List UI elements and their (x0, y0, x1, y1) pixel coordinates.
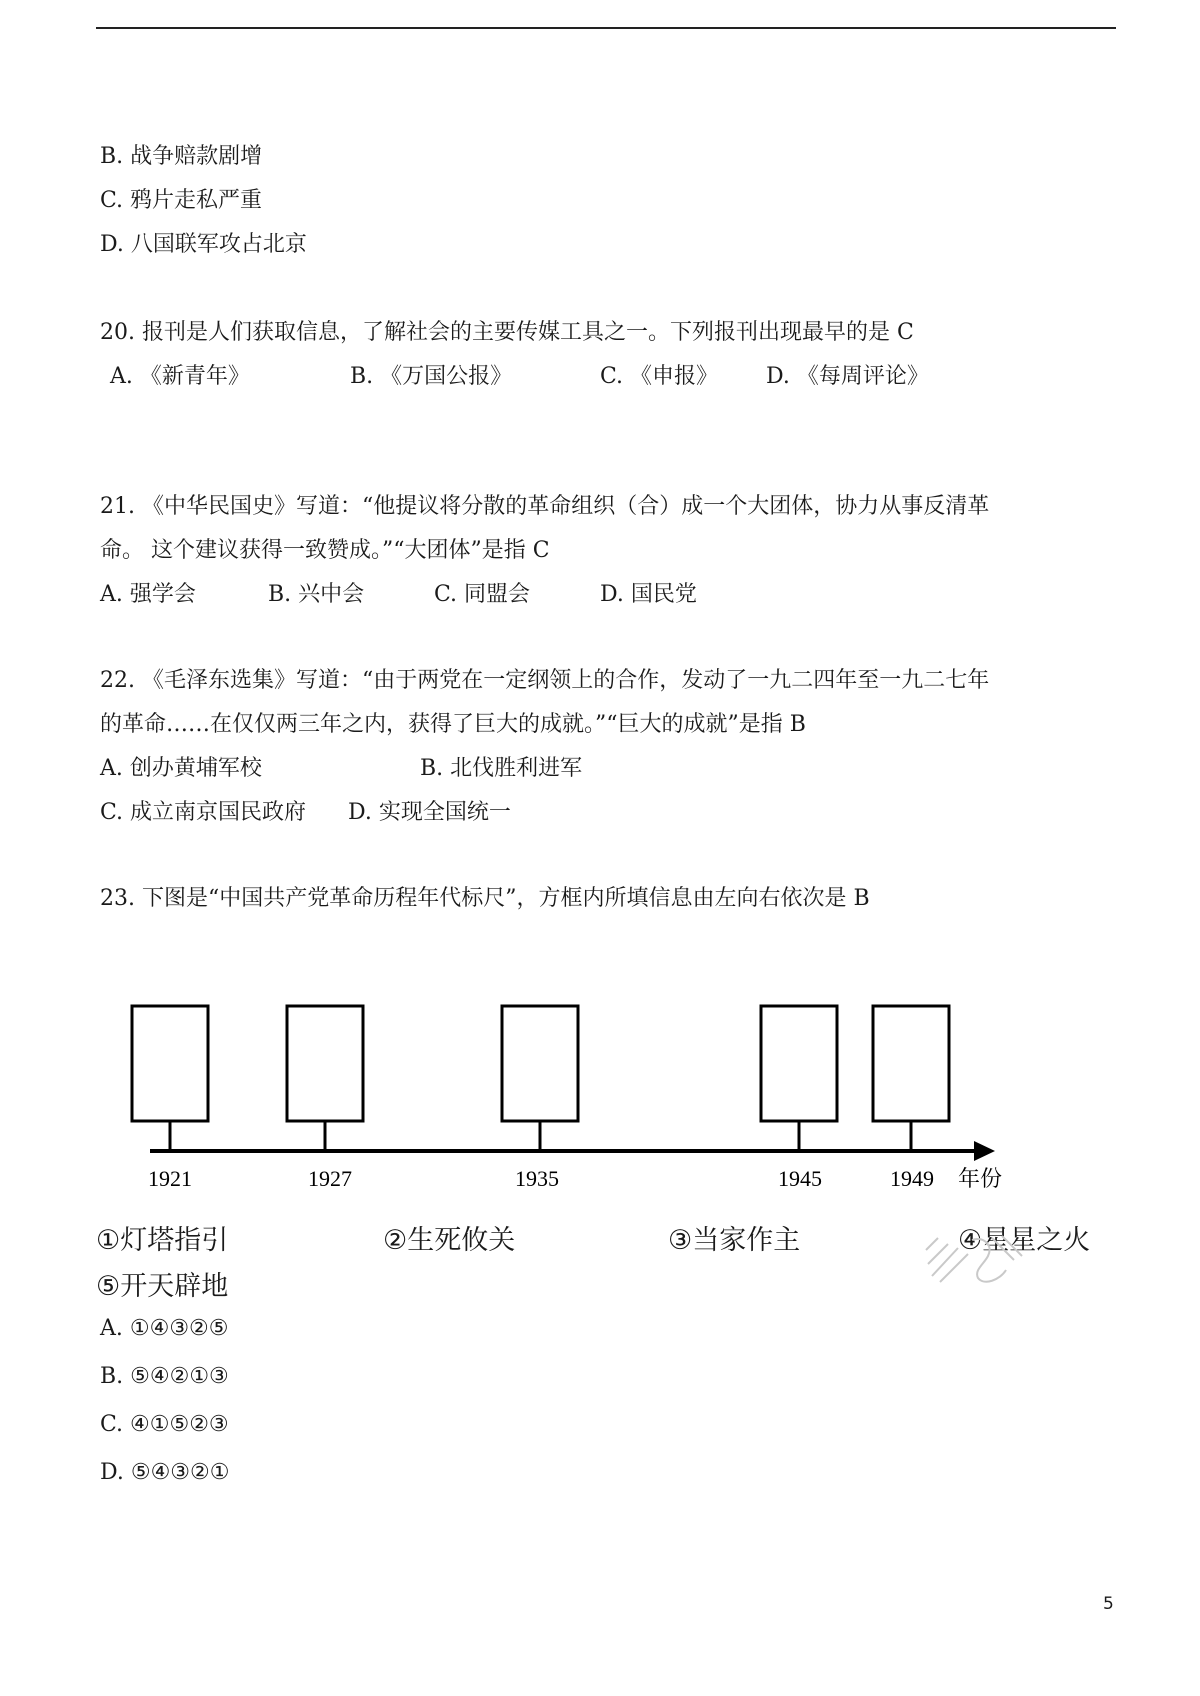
year-label-1935: 1935 (515, 1166, 559, 1191)
q20-option-a: A. 《新青年》 (110, 364, 250, 389)
q22-stem-line2: 的革命……在仅仅两三年之内，获得了巨大的成就。”“巨大的成就”是指 B (100, 712, 806, 737)
q20-option-c: C. 《申报》 (600, 364, 719, 389)
q23-option-a: A. ①④③②⑤ (100, 1316, 229, 1341)
q22-option-c: C. 成立南京国民政府 (100, 800, 307, 825)
timeline-box-3 (502, 1006, 578, 1121)
q21-option-c: C. 同盟会 (434, 582, 531, 607)
year-label-1949: 1949 (890, 1166, 934, 1191)
year-label-1921: 1921 (148, 1166, 192, 1191)
q20-stem: 20. 报刊是人们获取信息，了解社会的主要传媒工具之一。下列报刊出现最早的是 C (100, 320, 914, 345)
timeline-box-5 (873, 1006, 949, 1121)
q21-stem-line2: 命。 这个建议获得一致赞成。”“大团体”是指 C (100, 538, 550, 563)
q23-item-5: ⑤开天辟地 (96, 1271, 229, 1302)
q19-option-c: C. 鸦片走私严重 (100, 188, 263, 213)
q23-item-4: ④星星之火 (958, 1225, 1091, 1256)
q22-option-a: A. 创办黄埔军校 (100, 756, 262, 781)
q22-option-d: D. 实现全国统一 (348, 800, 511, 825)
q23-item-2: ②生死攸关 (383, 1225, 516, 1256)
q23-item-3: ③当家作主 (668, 1225, 801, 1256)
year-label-1945: 1945 (778, 1166, 822, 1191)
q23-option-d: D. ⑤④③②① (100, 1460, 230, 1485)
q19-option-b: B. 战争赔款剧增 (100, 144, 263, 169)
watermark-scribble (918, 1230, 1030, 1288)
q23-stem: 23. 下图是“中国共产党革命历程年代标尺”，方框内所填信息由左向右依次是 B (100, 886, 870, 911)
q23-item-1: ①灯塔指引 (96, 1225, 229, 1256)
timeline-arrow (974, 1141, 995, 1161)
q21-option-b: B. 兴中会 (268, 582, 365, 607)
q23-option-b: B. ⑤④②①③ (100, 1364, 229, 1389)
q21-option-a: A. 强学会 (100, 582, 196, 607)
q19-option-d: D. 八国联军攻占北京 (100, 232, 307, 257)
axis-label: 年份 (958, 1167, 1003, 1192)
q21-option-d: D. 国民党 (600, 582, 697, 607)
timeline-diagram (0, 1000, 1200, 1200)
timeline-box-1 (132, 1006, 208, 1121)
header-rule (96, 27, 1116, 29)
timeline-box-2 (287, 1006, 363, 1121)
q22-option-b: B. 北伐胜利进军 (420, 756, 583, 781)
q21-stem-line1: 21. 《中华民国史》写道：“他提议将分散的革命组织（合）成一个大团体，协力从事反清革 (100, 494, 990, 519)
timeline-box-4 (761, 1006, 837, 1121)
page-number: 5 (1103, 1594, 1114, 1614)
q20-option-b: B. 《万国公报》 (350, 364, 513, 389)
q23-option-c: C. ④①⑤②③ (100, 1412, 229, 1437)
year-label-1927: 1927 (308, 1166, 352, 1191)
q22-stem-line1: 22. 《毛泽东选集》写道：“由于两党在一定纲领上的合作，发动了一九二四年至一九二七年 (100, 668, 990, 693)
q20-option-d: D. 《每周评论》 (766, 364, 929, 389)
